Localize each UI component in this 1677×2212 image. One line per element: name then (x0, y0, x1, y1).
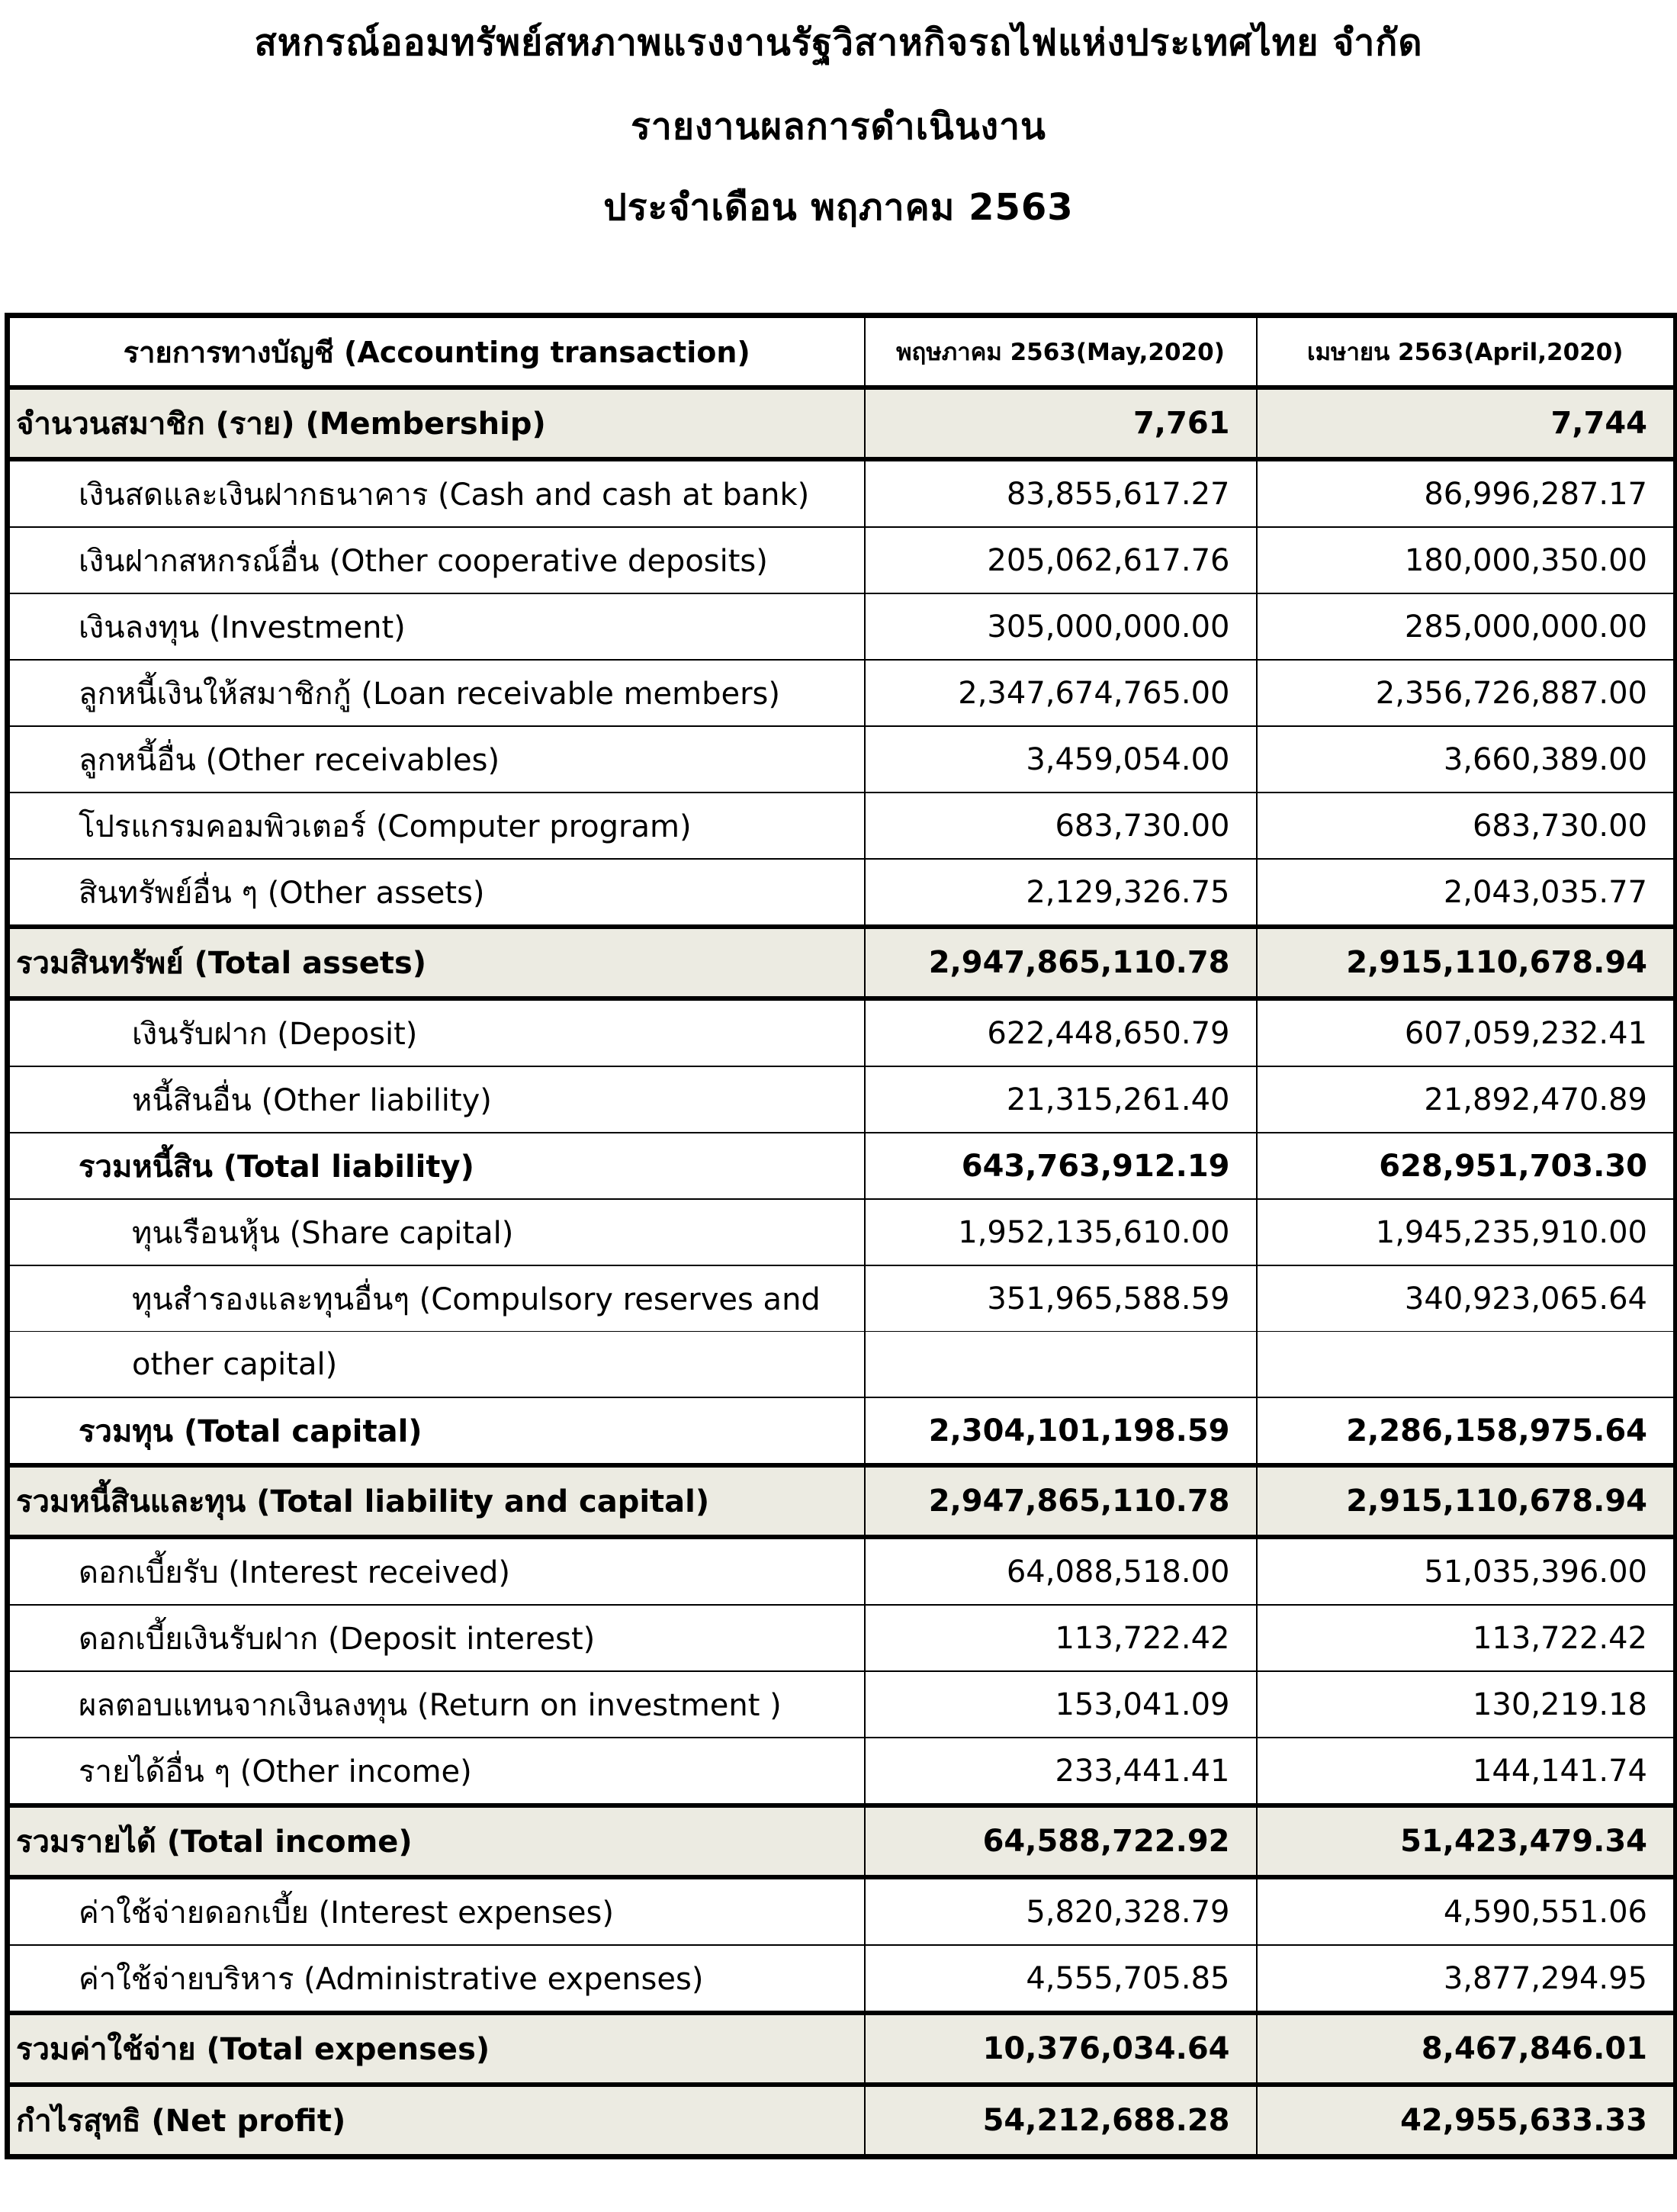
table-row (8, 998, 1676, 1066)
report-period: ประจำเดือน พฤภาคม 2563 (603, 186, 1074, 229)
value-may: 83,855,617.27 (865, 459, 1257, 527)
value-may: 2,947,865,110.78 (865, 1465, 1257, 1537)
row-label: รวมค่าใช้จ่าย (Total expenses) (8, 2013, 865, 2085)
value-may: 54,212,688.28 (865, 2085, 1257, 2157)
table-row-continuation (8, 1332, 1676, 1398)
value-april: 628,951,703.30 (1257, 1133, 1676, 1199)
value-april: 3,877,294.95 (1257, 1945, 1676, 2013)
row-label: รวมหนี้สินและทุน (Total liability and capital) (8, 1465, 865, 1537)
row-label: รวมทุน (Total capital) (8, 1397, 865, 1465)
row-label: กำไรสุทธิ (Net profit) (8, 2085, 865, 2157)
value-april: 113,722.42 (1257, 1605, 1676, 1671)
value-may: 113,722.42 (865, 1605, 1257, 1671)
value-april: 144,141.74 (1257, 1738, 1676, 1805)
row-total-income (8, 1805, 1676, 1877)
value-may: 64,588,722.92 (865, 1805, 1257, 1877)
value-april: 2,915,110,678.94 (1257, 927, 1676, 998)
table-row (8, 1671, 1676, 1738)
row-label: ทุนเรือนหุ้น (Share capital) (8, 1199, 865, 1265)
row-label: รวมหนี้สิน (Total liability) (8, 1133, 865, 1199)
row-label: ดอกเบี้ยรับ (Interest received) (8, 1537, 865, 1605)
value-april: 607,059,232.41 (1257, 998, 1676, 1066)
row-total-liability (8, 1133, 1676, 1199)
row-label: ค่าใช้จ่ายดอกเบี้ย (Interest expenses) (8, 1877, 865, 1945)
table-row (8, 660, 1676, 726)
row-label: สินทรัพย์อื่น ๆ (Other assets) (8, 859, 865, 927)
value-may: 1,952,135,610.00 (865, 1199, 1257, 1265)
row-label: รวมรายได้ (Total income) (8, 1805, 865, 1877)
row-net-profit (8, 2085, 1676, 2157)
value-may: 5,820,328.79 (865, 1877, 1257, 1945)
value-april: 285,000,000.00 (1257, 593, 1676, 660)
row-label: รวมสินทรัพย์ (Total assets) (8, 927, 865, 998)
value-may: 64,088,518.00 (865, 1537, 1257, 1605)
row-label: เงินลงทุน (Investment) (8, 593, 865, 660)
value-april: 2,915,110,678.94 (1257, 1465, 1676, 1537)
row-label: รายได้อื่น ๆ (Other income) (8, 1738, 865, 1805)
row-label: ดอกเบี้ยเงินรับฝาก (Deposit interest) (8, 1605, 865, 1671)
value-may: 10,376,034.64 (865, 2013, 1257, 2085)
value-april: 3,660,389.00 (1257, 726, 1676, 793)
row-label: ผลตอบแทนจากเงินลงทุน (Return on investment ) (8, 1671, 865, 1738)
value-may: 233,441.41 (865, 1738, 1257, 1805)
value-april: 42,955,633.33 (1257, 2085, 1676, 2157)
row-label: จำนวนสมาชิก (ราย) (Membership) (8, 387, 865, 459)
row-total-capital (8, 1397, 1676, 1465)
value-may: 305,000,000.00 (865, 593, 1257, 660)
table-row (8, 1066, 1676, 1133)
table-header-row (8, 316, 1676, 388)
value-may: 2,304,101,198.59 (865, 1397, 1257, 1465)
value-april: 2,286,158,975.64 (1257, 1397, 1676, 1465)
value-april: 2,356,726,887.00 (1257, 660, 1676, 726)
table-row (8, 1265, 1676, 1332)
value-may: 2,129,326.75 (865, 859, 1257, 927)
empty-cell (865, 1332, 1257, 1398)
table-row (8, 459, 1676, 527)
value-may: 3,459,054.00 (865, 726, 1257, 793)
row-label: ลูกหนี้เงินให้สมาชิกกู้ (Loan receivable members) (8, 660, 865, 726)
value-april: 340,923,065.64 (1257, 1265, 1676, 1332)
column-header-account: รายการทางบัญชี (Accounting transaction) (8, 316, 865, 388)
value-april: 21,892,470.89 (1257, 1066, 1676, 1133)
row-label: ทุนสำรองและทุนอื่นๆ (Compulsory reserves and (8, 1265, 865, 1332)
table-row (8, 527, 1676, 593)
row-membership (8, 387, 1676, 459)
row-label: เงินสดและเงินฝากธนาคาร (Cash and cash at bank) (8, 459, 865, 527)
value-may: 683,730.00 (865, 793, 1257, 859)
table-row (8, 1199, 1676, 1265)
value-april: 4,590,551.06 (1257, 1877, 1676, 1945)
row-label: โปรแกรมคอมพิวเตอร์ (Computer program) (8, 793, 865, 859)
value-may: 153,041.09 (865, 1671, 1257, 1738)
empty-cell (1257, 1332, 1676, 1398)
value-may: 2,947,865,110.78 (865, 927, 1257, 998)
value-may: 7,761 (865, 387, 1257, 459)
report-org-title: สหกรณ์ออมทรัพย์สหภาพแรงงานรัฐวิสาหกิจรถไฟแห่งประเทศไทย จำกัด (254, 21, 1423, 64)
value-april: 51,035,396.00 (1257, 1537, 1676, 1605)
table-row (8, 1877, 1676, 1945)
row-label: เงินรับฝาก (Deposit) (8, 998, 865, 1066)
financial-statement-table (5, 313, 1677, 2159)
value-may: 205,062,617.76 (865, 527, 1257, 593)
value-may: 4,555,705.85 (865, 1945, 1257, 2013)
value-april: 7,744 (1257, 387, 1676, 459)
table-row (8, 1605, 1676, 1671)
row-total-liability-capital (8, 1465, 1676, 1537)
row-total-expenses (8, 2013, 1676, 2085)
table-row (8, 1738, 1676, 1805)
value-may: 351,965,588.59 (865, 1265, 1257, 1332)
table-row (8, 1537, 1676, 1605)
row-label: เงินฝากสหกรณ์อื่น (Other cooperative deposits) (8, 527, 865, 593)
table-row (8, 859, 1676, 927)
row-label: ค่าใช้จ่ายบริหาร (Administrative expenses) (8, 1945, 865, 2013)
table-row (8, 793, 1676, 859)
value-april: 1,945,235,910.00 (1257, 1199, 1676, 1265)
value-april: 130,219.18 (1257, 1671, 1676, 1738)
value-may: 2,347,674,765.00 (865, 660, 1257, 726)
row-label: หนี้สินอื่น (Other liability) (8, 1066, 865, 1133)
row-label-continuation: other capital) (8, 1332, 865, 1398)
table-row (8, 1945, 1676, 2013)
value-april: 51,423,479.34 (1257, 1805, 1676, 1877)
column-header-may: พฤษภาคม 2563(May,2020) (865, 316, 1257, 388)
value-april: 683,730.00 (1257, 793, 1676, 859)
table-row (8, 726, 1676, 793)
table-row (8, 593, 1676, 660)
value-may: 622,448,650.79 (865, 998, 1257, 1066)
value-april: 86,996,287.17 (1257, 459, 1676, 527)
value-april: 180,000,350.00 (1257, 527, 1676, 593)
value-april: 2,043,035.77 (1257, 859, 1676, 927)
row-label: ลูกหนี้อื่น (Other receivables) (8, 726, 865, 793)
value-may: 21,315,261.40 (865, 1066, 1257, 1133)
row-total-assets (8, 927, 1676, 998)
value-april: 8,467,846.01 (1257, 2013, 1676, 2085)
report-title: รายงานผลการดำเนินงาน (631, 105, 1046, 148)
value-may: 643,763,912.19 (865, 1133, 1257, 1199)
column-header-april: เมษายน 2563(April,2020) (1257, 316, 1676, 388)
